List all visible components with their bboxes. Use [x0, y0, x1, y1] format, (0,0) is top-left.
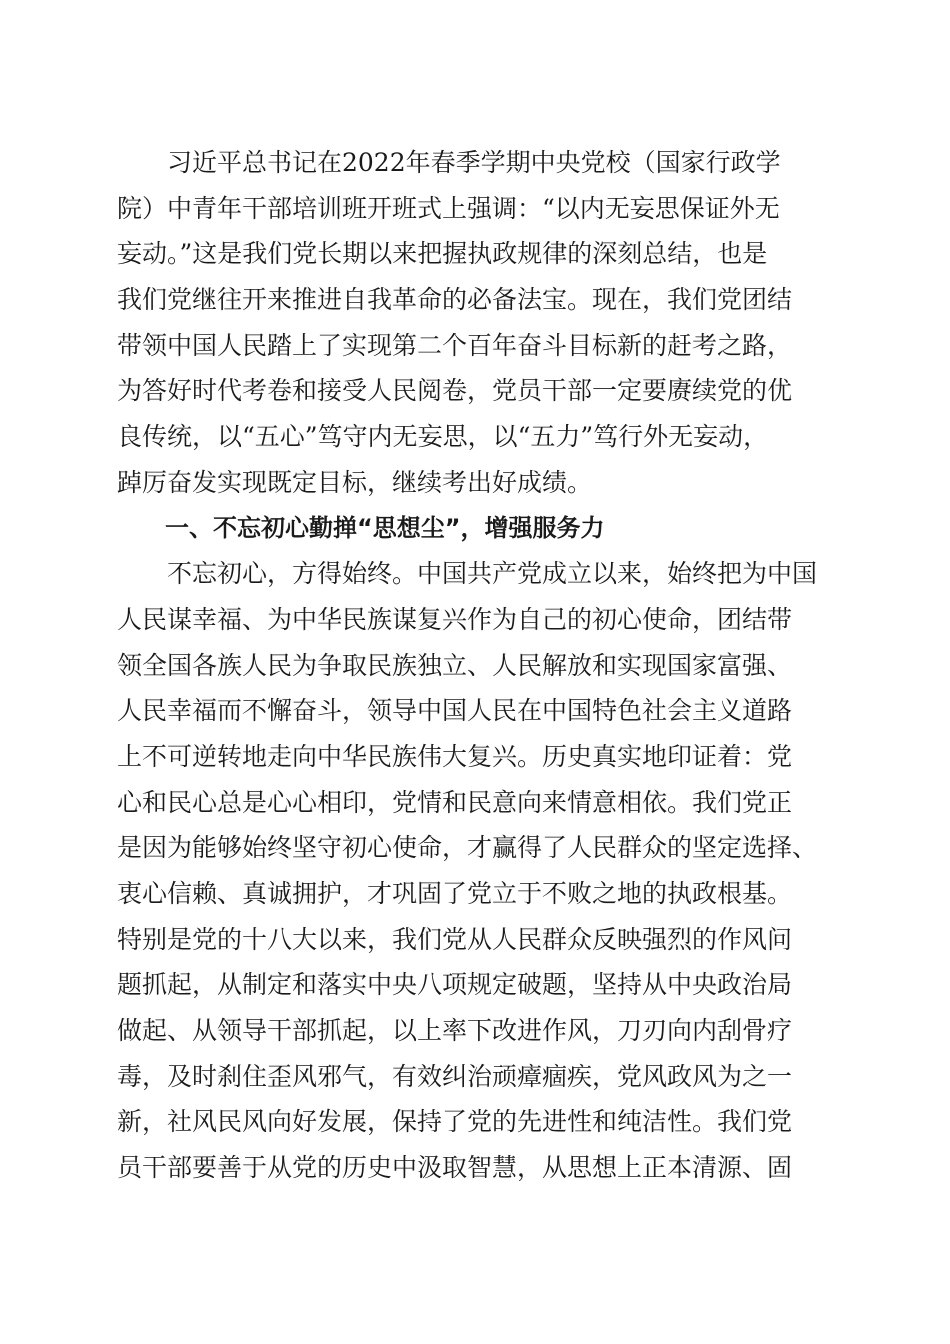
section-heading: 一、不忘初心勤掸“思想尘”，增强服务力	[117, 513, 605, 542]
text-line: 衷心信赖、真诚拥护，才巩固了党立于不败之地的执政根基。	[117, 879, 793, 908]
text-line: 是因为能够始终坚守初心使命，才赢得了人民群众的坚定选择、	[117, 833, 818, 863]
text-line: 妄动。”这是我们党长期以来把握执政规律的深刻总结，也是	[117, 239, 768, 269]
text-line: 新，社风民风向好发展，保持了党的先进性和纯洁性。我们党	[117, 1107, 793, 1137]
text-line: 习近平总书记在2022年春季学期中央党校（国家行政学	[117, 148, 781, 177]
text-line: 不忘初心，方得始终。中国共产党成立以来，始终把为中国	[117, 559, 818, 589]
text-line: 为答好时代考卷和接受人民阅卷，党员干部一定要赓续党的优	[117, 376, 793, 406]
text-line: 人民谋幸福、为中华民族谋复兴作为自己的初心使命，团结带	[117, 604, 793, 634]
intro-paragraph	[117, 140, 847, 506]
document-body	[117, 140, 847, 1191]
text-line: 做起、从领导干部抓起，以上率下改进作风，刀刃向内刮骨疗	[117, 1016, 793, 1046]
text-line: 良传统，以“五心”笃守内无妄思，以“五力”笃行外无妄动，	[117, 422, 769, 452]
section-paragraph	[117, 551, 847, 1191]
text-line: 人民幸福而不懈奋斗，领导中国人民在中国特色社会主义道路	[117, 696, 793, 726]
text-line: 我们党继往开来推进自我革命的必备法宝。现在，我们党团结	[117, 285, 793, 315]
text-line: 领全国各族人民为争取民族独立、人民解放和实现国家富强、	[117, 650, 793, 680]
text-line: 毒，及时刹住歪风邪气，有效纠治顽瘴痼疾，党风政风为之一	[117, 1061, 793, 1091]
text-line: 题抓起，从制定和落实中央八项规定破题，坚持从中央政治局	[117, 970, 793, 1000]
text-line: 踔厉奋发实现既定目标，继续考出好成绩。	[117, 467, 593, 497]
text-line: 心和民心总是心心相印，党情和民意向来情意相依。我们党正	[117, 787, 793, 817]
text-line: 上不可逆转地走向中华民族伟大复兴。历史真实地印证着：党	[117, 741, 793, 771]
text-line: 员干部要善于从党的历史中汲取智慧，从思想上正本清源、固	[117, 1153, 793, 1183]
text-line: 带领中国人民踏上了实现第二个百年奋斗目标新的赶考之路，	[117, 330, 793, 360]
text-line: 院）中青年干部培训班开班式上强调：“以内无妄思保证外无	[117, 193, 780, 223]
text-line: 特别是党的十八大以来，我们党从人民群众反映强烈的作风问	[117, 924, 793, 954]
